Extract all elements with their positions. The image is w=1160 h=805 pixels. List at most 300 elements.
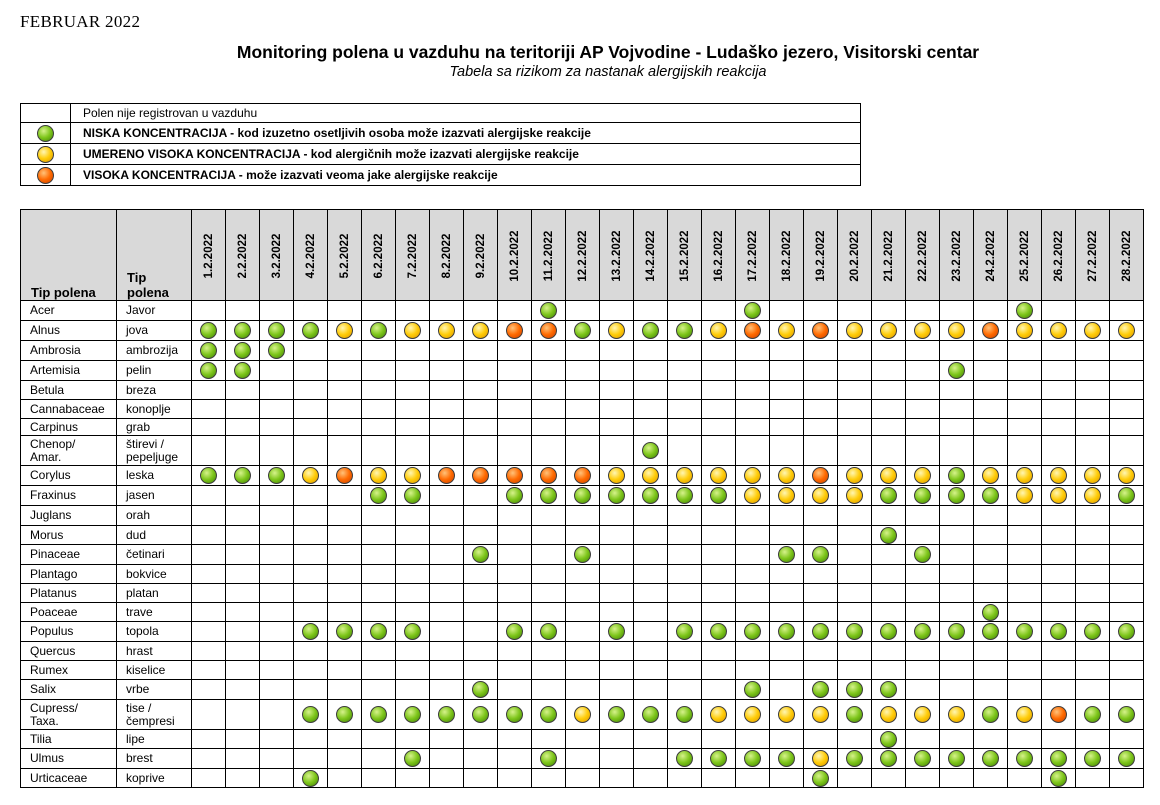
date-header bbox=[532, 210, 566, 301]
day-cell bbox=[192, 361, 226, 381]
day-cell bbox=[736, 584, 770, 603]
day-cell bbox=[1008, 419, 1042, 436]
table-row bbox=[21, 466, 1144, 486]
day-cell bbox=[226, 730, 260, 749]
day-cell bbox=[430, 381, 464, 400]
day-cell bbox=[634, 361, 668, 381]
day-cell bbox=[532, 680, 566, 700]
day-cell bbox=[600, 749, 634, 769]
day-cell bbox=[498, 700, 532, 730]
day-cell bbox=[736, 321, 770, 341]
circle-icon bbox=[1084, 750, 1101, 767]
circle-icon bbox=[778, 623, 795, 640]
day-cell bbox=[260, 661, 294, 680]
day-cell bbox=[872, 506, 906, 526]
pollen-local: četinari bbox=[117, 545, 192, 565]
day-cell bbox=[1008, 622, 1042, 642]
day-cell bbox=[736, 301, 770, 321]
day-cell bbox=[260, 506, 294, 526]
circle-icon bbox=[336, 322, 353, 339]
table-row bbox=[21, 545, 1144, 565]
day-cell bbox=[634, 603, 668, 622]
date-label: 15.2.2022 bbox=[678, 230, 691, 282]
circle-icon bbox=[948, 487, 965, 504]
day-cell bbox=[498, 730, 532, 749]
day-cell bbox=[702, 622, 736, 642]
day-cell bbox=[566, 301, 600, 321]
circle-icon bbox=[914, 467, 931, 484]
day-cell bbox=[1110, 545, 1144, 565]
day-cell bbox=[396, 680, 430, 700]
day-cell bbox=[226, 301, 260, 321]
day-cell bbox=[906, 466, 940, 486]
day-cell bbox=[362, 321, 396, 341]
day-cell bbox=[634, 436, 668, 466]
circle-icon bbox=[540, 750, 557, 767]
day-cell bbox=[634, 749, 668, 769]
day-cell bbox=[566, 749, 600, 769]
circle-icon bbox=[336, 467, 353, 484]
day-cell bbox=[804, 526, 838, 545]
day-cell bbox=[1110, 301, 1144, 321]
day-cell bbox=[532, 419, 566, 436]
day-cell bbox=[770, 622, 804, 642]
pollen-local: ambrozija bbox=[117, 341, 192, 361]
day-cell bbox=[736, 436, 770, 466]
day-cell bbox=[1008, 661, 1042, 680]
day-cell bbox=[770, 565, 804, 584]
day-cell bbox=[804, 361, 838, 381]
day-cell bbox=[634, 526, 668, 545]
date-label: 11.2.2022 bbox=[542, 230, 555, 282]
day-cell bbox=[838, 526, 872, 545]
day-cell bbox=[192, 301, 226, 321]
day-cell bbox=[974, 321, 1008, 341]
day-cell bbox=[872, 700, 906, 730]
circle-icon bbox=[540, 706, 557, 723]
day-cell bbox=[940, 769, 974, 788]
day-cell bbox=[1042, 486, 1076, 506]
day-cell bbox=[226, 400, 260, 419]
circle-icon bbox=[302, 770, 319, 787]
day-cell bbox=[736, 661, 770, 680]
day-cell bbox=[838, 436, 872, 466]
circle-icon bbox=[540, 487, 557, 504]
date-label: 4.2.2022 bbox=[304, 233, 317, 279]
day-cell bbox=[634, 419, 668, 436]
day-cell bbox=[974, 661, 1008, 680]
date-header bbox=[974, 210, 1008, 301]
day-cell bbox=[260, 700, 294, 730]
day-cell bbox=[702, 321, 736, 341]
table-row bbox=[21, 730, 1144, 749]
pollen-local: kiselice bbox=[117, 661, 192, 680]
day-cell bbox=[634, 506, 668, 526]
day-cell bbox=[464, 466, 498, 486]
day-cell bbox=[192, 603, 226, 622]
day-cell bbox=[396, 565, 430, 584]
legend-icon-cell bbox=[21, 165, 71, 186]
day-cell bbox=[702, 466, 736, 486]
circle-icon bbox=[710, 623, 727, 640]
date-label: 8.2.2022 bbox=[440, 233, 453, 279]
day-cell bbox=[906, 680, 940, 700]
circle-icon bbox=[472, 706, 489, 723]
day-cell bbox=[838, 545, 872, 565]
day-cell bbox=[600, 321, 634, 341]
day-cell bbox=[770, 730, 804, 749]
day-cell bbox=[294, 506, 328, 526]
date-header bbox=[668, 210, 702, 301]
day-cell bbox=[532, 436, 566, 466]
day-cell bbox=[294, 486, 328, 506]
pollen-latin: Poaceae bbox=[21, 603, 117, 622]
day-cell bbox=[362, 700, 396, 730]
day-cell bbox=[566, 526, 600, 545]
day-cell bbox=[974, 341, 1008, 361]
legend-text bbox=[71, 104, 861, 123]
day-cell bbox=[260, 680, 294, 700]
pollen-table bbox=[20, 209, 1144, 788]
day-cell bbox=[396, 400, 430, 419]
day-cell bbox=[430, 769, 464, 788]
day-cell bbox=[328, 466, 362, 486]
date-header bbox=[872, 210, 906, 301]
pollen-local: platan bbox=[117, 584, 192, 603]
day-cell bbox=[430, 565, 464, 584]
day-cell bbox=[770, 661, 804, 680]
day-cell bbox=[294, 749, 328, 769]
circle-icon bbox=[676, 467, 693, 484]
day-cell bbox=[498, 400, 532, 419]
day-cell bbox=[906, 419, 940, 436]
day-cell bbox=[532, 661, 566, 680]
day-cell bbox=[770, 400, 804, 419]
legend-label: VISOKA KONCENTRACIJA bbox=[83, 168, 236, 182]
pollen-latin: Salix bbox=[21, 680, 117, 700]
day-cell bbox=[328, 381, 362, 400]
day-cell bbox=[566, 642, 600, 661]
circle-icon bbox=[778, 467, 795, 484]
day-cell bbox=[294, 301, 328, 321]
day-cell bbox=[804, 436, 838, 466]
circle-icon bbox=[914, 623, 931, 640]
circle-icon bbox=[1016, 623, 1033, 640]
day-cell bbox=[1076, 603, 1110, 622]
day-cell bbox=[838, 584, 872, 603]
circle-icon bbox=[1016, 706, 1033, 723]
day-cell bbox=[974, 301, 1008, 321]
day-cell bbox=[1008, 526, 1042, 545]
circle-icon bbox=[540, 467, 557, 484]
day-cell bbox=[192, 341, 226, 361]
circle-icon bbox=[642, 487, 659, 504]
pollen-latin: Acer bbox=[21, 301, 117, 321]
table-row bbox=[21, 526, 1144, 545]
circle-icon bbox=[37, 146, 54, 163]
day-cell bbox=[464, 341, 498, 361]
day-cell bbox=[396, 584, 430, 603]
day-cell bbox=[260, 749, 294, 769]
circle-icon bbox=[744, 302, 761, 319]
day-cell bbox=[940, 321, 974, 341]
day-cell bbox=[532, 700, 566, 730]
day-cell bbox=[940, 436, 974, 466]
pollen-local: vrbe bbox=[117, 680, 192, 700]
pollen-local: jova bbox=[117, 321, 192, 341]
day-cell bbox=[226, 381, 260, 400]
day-cell bbox=[940, 419, 974, 436]
day-cell bbox=[1076, 381, 1110, 400]
circle-icon bbox=[744, 487, 761, 504]
day-cell bbox=[464, 400, 498, 419]
day-cell bbox=[668, 769, 702, 788]
day-cell bbox=[1110, 769, 1144, 788]
day-cell bbox=[1042, 622, 1076, 642]
day-cell bbox=[192, 321, 226, 341]
day-cell bbox=[226, 526, 260, 545]
day-cell bbox=[1042, 642, 1076, 661]
day-cell bbox=[634, 680, 668, 700]
day-cell bbox=[328, 603, 362, 622]
day-cell bbox=[1076, 584, 1110, 603]
table-row bbox=[21, 341, 1144, 361]
day-cell bbox=[1042, 700, 1076, 730]
date-header bbox=[192, 210, 226, 301]
day-cell bbox=[804, 680, 838, 700]
day-cell bbox=[226, 361, 260, 381]
circle-icon bbox=[472, 467, 489, 484]
pollen-local: štirevi / pepeljuge bbox=[117, 436, 192, 466]
day-cell bbox=[328, 321, 362, 341]
day-cell bbox=[1076, 642, 1110, 661]
day-cell bbox=[736, 400, 770, 419]
table-row bbox=[21, 680, 1144, 700]
circle-icon bbox=[200, 467, 217, 484]
day-cell bbox=[566, 419, 600, 436]
day-cell bbox=[430, 680, 464, 700]
day-cell bbox=[770, 603, 804, 622]
day-cell bbox=[1042, 526, 1076, 545]
day-cell bbox=[192, 769, 226, 788]
day-cell bbox=[906, 642, 940, 661]
day-cell bbox=[600, 341, 634, 361]
day-cell bbox=[566, 361, 600, 381]
day-cell bbox=[872, 381, 906, 400]
day-cell bbox=[1008, 381, 1042, 400]
circle-icon bbox=[302, 467, 319, 484]
circle-icon bbox=[1016, 750, 1033, 767]
day-cell bbox=[974, 642, 1008, 661]
day-cell bbox=[498, 769, 532, 788]
day-cell bbox=[328, 486, 362, 506]
day-cell bbox=[498, 603, 532, 622]
legend-text bbox=[71, 123, 861, 144]
day-cell bbox=[600, 622, 634, 642]
legend-row bbox=[21, 104, 861, 123]
day-cell bbox=[226, 341, 260, 361]
page-subtitle: Tabela sa rizikom za nastanak alergijskih reakcija bbox=[449, 64, 767, 80]
pollen-local: konoplje bbox=[117, 400, 192, 419]
day-cell bbox=[328, 584, 362, 603]
date-header bbox=[1008, 210, 1042, 301]
day-cell bbox=[498, 361, 532, 381]
day-cell bbox=[362, 749, 396, 769]
circle-icon bbox=[846, 681, 863, 698]
day-cell bbox=[974, 361, 1008, 381]
circle-icon bbox=[642, 706, 659, 723]
table-row bbox=[21, 361, 1144, 381]
day-cell bbox=[294, 680, 328, 700]
day-cell bbox=[804, 642, 838, 661]
day-cell bbox=[1008, 749, 1042, 769]
day-cell bbox=[634, 466, 668, 486]
legend-icon-cell bbox=[21, 123, 71, 144]
day-cell bbox=[940, 466, 974, 486]
day-cell bbox=[1042, 680, 1076, 700]
circle-icon bbox=[1050, 770, 1067, 787]
day-cell bbox=[770, 506, 804, 526]
circle-icon bbox=[710, 750, 727, 767]
circle-icon bbox=[608, 623, 625, 640]
day-cell bbox=[770, 419, 804, 436]
day-cell bbox=[634, 545, 668, 565]
circle-icon bbox=[1118, 750, 1135, 767]
day-cell bbox=[566, 545, 600, 565]
day-cell bbox=[226, 680, 260, 700]
day-cell bbox=[396, 769, 430, 788]
day-cell bbox=[940, 642, 974, 661]
day-cell bbox=[498, 545, 532, 565]
day-cell bbox=[192, 680, 226, 700]
circle-icon bbox=[778, 487, 795, 504]
day-cell bbox=[532, 506, 566, 526]
day-cell bbox=[974, 680, 1008, 700]
day-cell bbox=[192, 466, 226, 486]
day-cell bbox=[464, 565, 498, 584]
day-cell bbox=[226, 622, 260, 642]
day-cell bbox=[838, 361, 872, 381]
date-label: 7.2.2022 bbox=[406, 233, 419, 279]
day-cell bbox=[532, 341, 566, 361]
date-label: 5.2.2022 bbox=[338, 233, 351, 279]
day-cell bbox=[464, 680, 498, 700]
circle-icon bbox=[540, 302, 557, 319]
pollen-local: topola bbox=[117, 622, 192, 642]
day-cell bbox=[1076, 321, 1110, 341]
day-cell bbox=[736, 680, 770, 700]
day-cell bbox=[294, 700, 328, 730]
day-cell bbox=[532, 361, 566, 381]
circle-icon bbox=[948, 467, 965, 484]
date-header bbox=[396, 210, 430, 301]
circle-icon bbox=[574, 487, 591, 504]
circle-icon bbox=[268, 342, 285, 359]
date-header bbox=[906, 210, 940, 301]
day-cell bbox=[532, 381, 566, 400]
day-cell bbox=[1110, 321, 1144, 341]
circle-icon bbox=[880, 623, 897, 640]
date-label: 25.2.2022 bbox=[1018, 230, 1031, 282]
day-cell bbox=[838, 400, 872, 419]
day-cell bbox=[600, 419, 634, 436]
day-cell bbox=[702, 603, 736, 622]
pollen-local: lipe bbox=[117, 730, 192, 749]
day-cell bbox=[464, 622, 498, 642]
day-cell bbox=[838, 730, 872, 749]
day-cell bbox=[906, 341, 940, 361]
day-cell bbox=[736, 730, 770, 749]
day-cell bbox=[600, 700, 634, 730]
pollen-local: koprive bbox=[117, 769, 192, 788]
day-cell bbox=[838, 341, 872, 361]
day-cell bbox=[566, 466, 600, 486]
date-label: 21.2.2022 bbox=[882, 230, 895, 282]
day-cell bbox=[430, 400, 464, 419]
table-row bbox=[21, 419, 1144, 436]
circle-icon bbox=[302, 322, 319, 339]
day-cell bbox=[804, 381, 838, 400]
day-cell bbox=[430, 466, 464, 486]
circle-icon bbox=[540, 623, 557, 640]
circle-icon bbox=[846, 750, 863, 767]
circle-icon bbox=[472, 546, 489, 563]
day-cell bbox=[1042, 341, 1076, 361]
circle-icon bbox=[1118, 322, 1135, 339]
day-cell bbox=[838, 603, 872, 622]
day-cell bbox=[1110, 680, 1144, 700]
circle-icon bbox=[268, 467, 285, 484]
circle-icon bbox=[744, 322, 761, 339]
day-cell bbox=[532, 584, 566, 603]
day-cell bbox=[668, 466, 702, 486]
circle-icon bbox=[982, 706, 999, 723]
day-cell bbox=[430, 584, 464, 603]
day-cell bbox=[736, 466, 770, 486]
day-cell bbox=[430, 603, 464, 622]
day-cell bbox=[940, 400, 974, 419]
day-cell bbox=[940, 584, 974, 603]
day-cell bbox=[532, 321, 566, 341]
table-row bbox=[21, 769, 1144, 788]
day-cell bbox=[940, 661, 974, 680]
circle-icon bbox=[982, 487, 999, 504]
day-cell bbox=[1076, 565, 1110, 584]
day-cell bbox=[1110, 584, 1144, 603]
circle-icon bbox=[302, 623, 319, 640]
day-cell bbox=[736, 419, 770, 436]
day-cell bbox=[1110, 661, 1144, 680]
day-cell bbox=[634, 769, 668, 788]
day-cell bbox=[430, 321, 464, 341]
day-cell bbox=[804, 603, 838, 622]
date-header bbox=[804, 210, 838, 301]
day-cell bbox=[906, 381, 940, 400]
day-cell bbox=[702, 361, 736, 381]
day-cell bbox=[260, 419, 294, 436]
day-cell bbox=[260, 361, 294, 381]
date-label: 3.2.2022 bbox=[270, 233, 283, 279]
circle-icon bbox=[438, 706, 455, 723]
day-cell bbox=[872, 436, 906, 466]
day-cell bbox=[1042, 381, 1076, 400]
circle-icon bbox=[1050, 467, 1067, 484]
circle-icon bbox=[1016, 302, 1033, 319]
legend-table bbox=[20, 103, 861, 186]
day-cell bbox=[736, 769, 770, 788]
day-cell bbox=[872, 419, 906, 436]
table-row bbox=[21, 436, 1144, 466]
